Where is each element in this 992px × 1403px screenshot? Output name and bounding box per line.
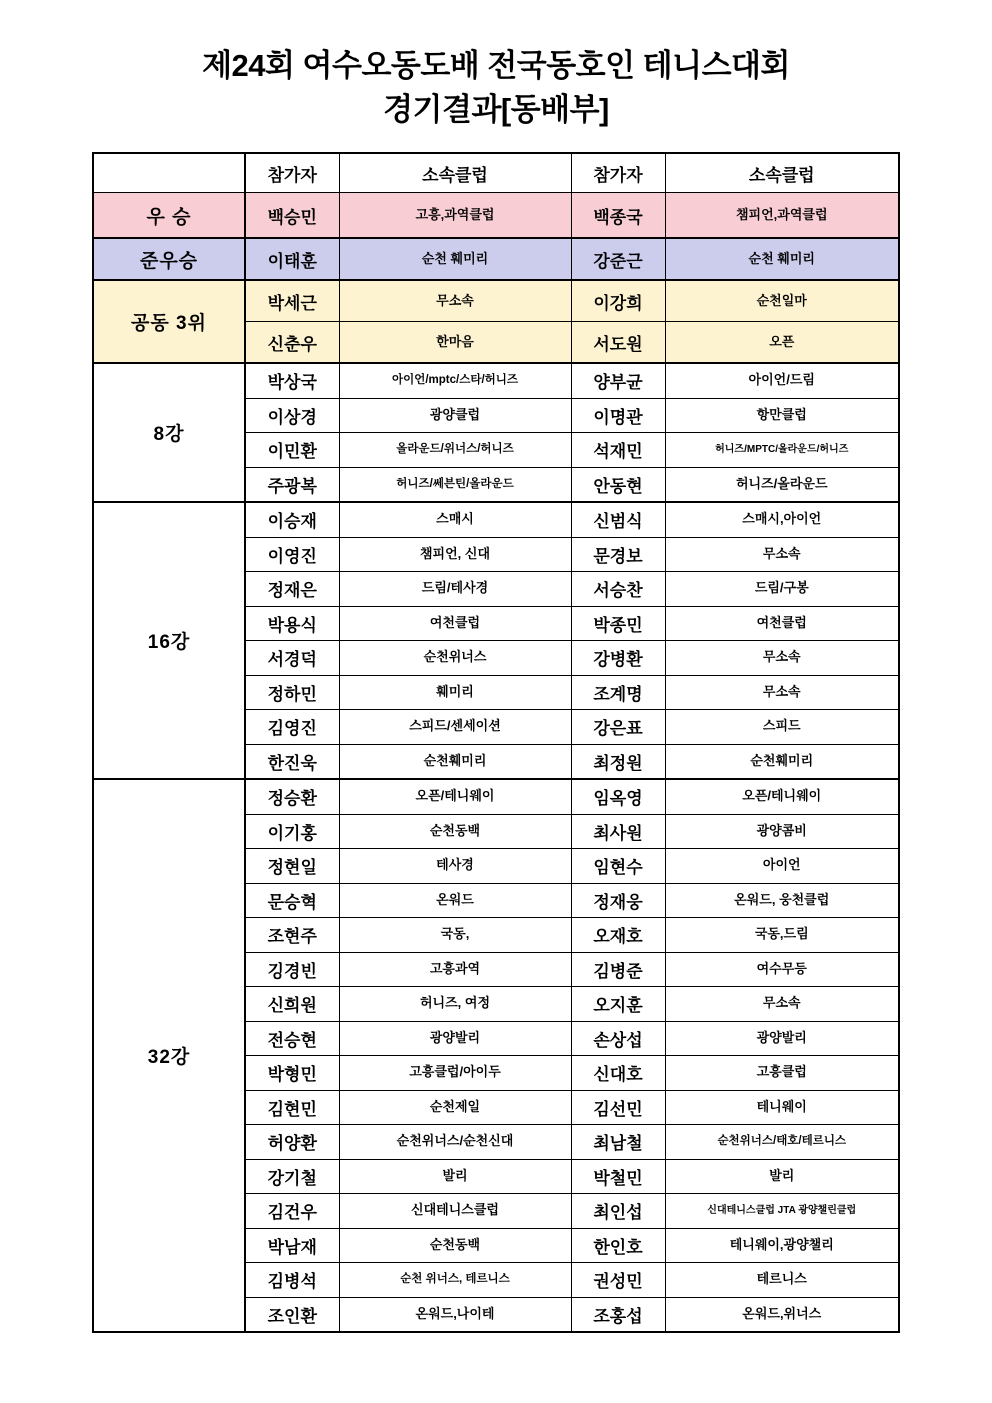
table-header-cell-4: 소속클럽 xyxy=(665,153,899,193)
player-2-cell: 박철민 xyxy=(571,1159,665,1194)
club-2-cell: 무소속 xyxy=(665,537,899,572)
player-2-cell: 박종민 xyxy=(571,606,665,641)
player-2-cell: 강준근 xyxy=(571,238,665,280)
club-1-cell: 훼미리 xyxy=(339,675,571,710)
club-1-cell: 광양클럽 xyxy=(339,398,571,433)
club-1-cell: 신대테니스클럽 xyxy=(339,1194,571,1229)
club-2-cell: 허니즈/올라운드 xyxy=(665,467,899,502)
player-1-cell: 김병석 xyxy=(245,1263,339,1298)
club-2-cell: 테니웨이 xyxy=(665,1090,899,1125)
player-2-cell: 권성민 xyxy=(571,1263,665,1298)
player-1-cell: 서경덕 xyxy=(245,641,339,676)
player-1-cell: 백승민 xyxy=(245,193,339,239)
player-1-cell: 이기홍 xyxy=(245,814,339,849)
player-1-cell: 김영진 xyxy=(245,710,339,745)
table-row xyxy=(93,502,899,537)
club-2-cell: 챔피언,과역클럽 xyxy=(665,193,899,239)
player-1-cell: 이태훈 xyxy=(245,238,339,280)
table-row xyxy=(93,280,899,322)
club-1-cell: 아이언/mptc/스타/허니즈 xyxy=(339,363,571,398)
player-1-cell: 박세근 xyxy=(245,280,339,322)
club-1-cell: 테사경 xyxy=(339,849,571,884)
player-1-cell: 허양환 xyxy=(245,1125,339,1160)
player-2-cell: 서승찬 xyxy=(571,572,665,607)
club-2-cell: 스피드 xyxy=(665,710,899,745)
club-1-cell: 온워드 xyxy=(339,883,571,918)
player-2-cell: 임옥영 xyxy=(571,779,665,814)
player-2-cell: 이강희 xyxy=(571,280,665,322)
player-2-cell: 백종국 xyxy=(571,193,665,239)
player-2-cell: 신범식 xyxy=(571,502,665,537)
club-2-cell: 무소속 xyxy=(665,987,899,1022)
player-1-cell: 김현민 xyxy=(245,1090,339,1125)
player-1-cell: 신춘우 xyxy=(245,322,339,364)
club-1-cell: 한마음 xyxy=(339,322,571,364)
player-1-cell: 이민환 xyxy=(245,433,339,468)
club-2-cell: 무소속 xyxy=(665,641,899,676)
player-2-cell: 최사원 xyxy=(571,814,665,849)
player-1-cell: 전승현 xyxy=(245,1021,339,1056)
club-2-cell: 테니웨이,광양챌리 xyxy=(665,1228,899,1263)
club-1-cell: 챔피언, 신대 xyxy=(339,537,571,572)
club-2-cell: 순천일마 xyxy=(665,280,899,322)
rank-label-cell: 32강 xyxy=(93,779,245,1332)
club-1-cell: 순천제일 xyxy=(339,1090,571,1125)
player-1-cell: 주광복 xyxy=(245,467,339,502)
club-2-cell: 여수무등 xyxy=(665,952,899,987)
table-header-row xyxy=(93,153,899,193)
player-2-cell: 최인섭 xyxy=(571,1194,665,1229)
player-2-cell: 서도원 xyxy=(571,322,665,364)
player-2-cell: 신대호 xyxy=(571,1056,665,1091)
rank-label-cell: 8강 xyxy=(93,363,245,502)
club-1-cell: 고흥과역 xyxy=(339,952,571,987)
club-1-cell: 순천위너스/순천신대 xyxy=(339,1125,571,1160)
club-1-cell: 고흥클럽/아이두 xyxy=(339,1056,571,1091)
club-2-cell: 발리 xyxy=(665,1159,899,1194)
player-1-cell: 박용식 xyxy=(245,606,339,641)
club-2-cell: 스매시,아이언 xyxy=(665,502,899,537)
table-header-cell-0 xyxy=(93,153,245,193)
club-2-cell: 광양콤비 xyxy=(665,814,899,849)
player-2-cell: 안동현 xyxy=(571,467,665,502)
player-1-cell: 정재은 xyxy=(245,572,339,607)
club-2-cell: 온워드,위너스 xyxy=(665,1297,899,1332)
player-1-cell: 정하민 xyxy=(245,675,339,710)
table-row xyxy=(93,779,899,814)
club-1-cell: 올라운드/위너스/허니즈 xyxy=(339,433,571,468)
club-2-cell: 온워드, 웅천클럽 xyxy=(665,883,899,918)
table-row xyxy=(93,193,899,239)
club-1-cell: 드림/테사경 xyxy=(339,572,571,607)
club-2-cell: 순천훼미리 xyxy=(665,744,899,779)
player-1-cell: 박남재 xyxy=(245,1228,339,1263)
club-2-cell: 순천위너스/태호/테르니스 xyxy=(665,1125,899,1160)
player-1-cell: 정현일 xyxy=(245,849,339,884)
club-1-cell: 순천위너스 xyxy=(339,641,571,676)
player-2-cell: 손상섭 xyxy=(571,1021,665,1056)
rank-label-cell: 준우승 xyxy=(93,238,245,280)
table-header-cell-2: 소속클럽 xyxy=(339,153,571,193)
club-2-cell: 아이언/드림 xyxy=(665,363,899,398)
player-2-cell: 석재민 xyxy=(571,433,665,468)
rank-label-cell: 우 승 xyxy=(93,193,245,239)
club-1-cell: 오픈/테니웨이 xyxy=(339,779,571,814)
club-1-cell: 순천 위너스, 테르니스 xyxy=(339,1263,571,1298)
player-2-cell: 조계명 xyxy=(571,675,665,710)
club-2-cell: 여천클럽 xyxy=(665,606,899,641)
player-2-cell: 한인호 xyxy=(571,1228,665,1263)
player-2-cell: 임현수 xyxy=(571,849,665,884)
club-1-cell: 광양발리 xyxy=(339,1021,571,1056)
player-2-cell: 이명관 xyxy=(571,398,665,433)
table-row xyxy=(93,363,899,398)
player-1-cell: 박상국 xyxy=(245,363,339,398)
club-1-cell: 허니즈, 여정 xyxy=(339,987,571,1022)
club-2-cell: 오픈/테니웨이 xyxy=(665,779,899,814)
player-2-cell: 문경보 xyxy=(571,537,665,572)
table-header-cell-3: 참가자 xyxy=(571,153,665,193)
club-2-cell: 오픈 xyxy=(665,322,899,364)
club-2-cell: 항만클럽 xyxy=(665,398,899,433)
results-table xyxy=(92,152,900,1333)
club-1-cell: 무소속 xyxy=(339,280,571,322)
club-1-cell: 허니즈/쎄븐틴/올라운드 xyxy=(339,467,571,502)
player-1-cell: 강기철 xyxy=(245,1159,339,1194)
club-1-cell: 순천동백 xyxy=(339,814,571,849)
club-2-cell: 광양발리 xyxy=(665,1021,899,1056)
table-header-cell-1: 참가자 xyxy=(245,153,339,193)
club-1-cell: 스피드/센세이션 xyxy=(339,710,571,745)
club-1-cell: 순천훼미리 xyxy=(339,744,571,779)
player-1-cell: 신희원 xyxy=(245,987,339,1022)
results-table-body xyxy=(93,153,899,1332)
club-2-cell: 국동,드림 xyxy=(665,918,899,953)
player-1-cell: 깅경빈 xyxy=(245,952,339,987)
title-line-1: 제24회 여수오동도배 전국동호인 테니스대회 xyxy=(202,48,790,83)
player-2-cell: 양부균 xyxy=(571,363,665,398)
player-1-cell: 조현주 xyxy=(245,918,339,953)
club-2-cell: 무소속 xyxy=(665,675,899,710)
table-row xyxy=(93,238,899,280)
rank-label-cell: 공동 3위 xyxy=(93,280,245,363)
player-2-cell: 강병환 xyxy=(571,641,665,676)
player-1-cell: 조인환 xyxy=(245,1297,339,1332)
player-1-cell: 김건우 xyxy=(245,1194,339,1229)
player-2-cell: 조홍섭 xyxy=(571,1297,665,1332)
club-1-cell: 순천 훼미리 xyxy=(339,238,571,280)
club-1-cell: 국동, xyxy=(339,918,571,953)
club-1-cell: 스매시 xyxy=(339,502,571,537)
player-1-cell: 박형민 xyxy=(245,1056,339,1091)
player-2-cell: 김병준 xyxy=(571,952,665,987)
player-2-cell: 오재호 xyxy=(571,918,665,953)
club-1-cell: 고흥,과역클럽 xyxy=(339,193,571,239)
club-2-cell: 허니즈/MPTC/올라운드/허니즈 xyxy=(665,433,899,468)
club-2-cell: 신대테니스클럽 JTA 광양챌린클럽 xyxy=(665,1194,899,1229)
club-1-cell: 발리 xyxy=(339,1159,571,1194)
player-2-cell: 김선민 xyxy=(571,1090,665,1125)
club-2-cell: 아이언 xyxy=(665,849,899,884)
player-2-cell: 오지훈 xyxy=(571,987,665,1022)
club-1-cell: 순천동백 xyxy=(339,1228,571,1263)
rank-label-cell: 16강 xyxy=(93,502,245,779)
player-1-cell: 정승환 xyxy=(245,779,339,814)
player-2-cell: 최남철 xyxy=(571,1125,665,1160)
club-1-cell: 여천클럽 xyxy=(339,606,571,641)
title-line-2: 경기결과[동배부] xyxy=(383,92,609,128)
player-1-cell: 이승재 xyxy=(245,502,339,537)
player-2-cell: 정재웅 xyxy=(571,883,665,918)
player-1-cell: 이상경 xyxy=(245,398,339,433)
club-2-cell: 테르니스 xyxy=(665,1263,899,1298)
club-2-cell: 고흥클럽 xyxy=(665,1056,899,1091)
club-1-cell: 온워드,나이테 xyxy=(339,1297,571,1332)
player-1-cell: 이영진 xyxy=(245,537,339,572)
player-1-cell: 문승혁 xyxy=(245,883,339,918)
club-2-cell: 드림/구봉 xyxy=(665,572,899,607)
player-1-cell: 한진욱 xyxy=(245,744,339,779)
player-2-cell: 강은표 xyxy=(571,710,665,745)
player-2-cell: 최정원 xyxy=(571,744,665,779)
page-title xyxy=(0,44,992,132)
club-2-cell: 순천 훼미리 xyxy=(665,238,899,280)
